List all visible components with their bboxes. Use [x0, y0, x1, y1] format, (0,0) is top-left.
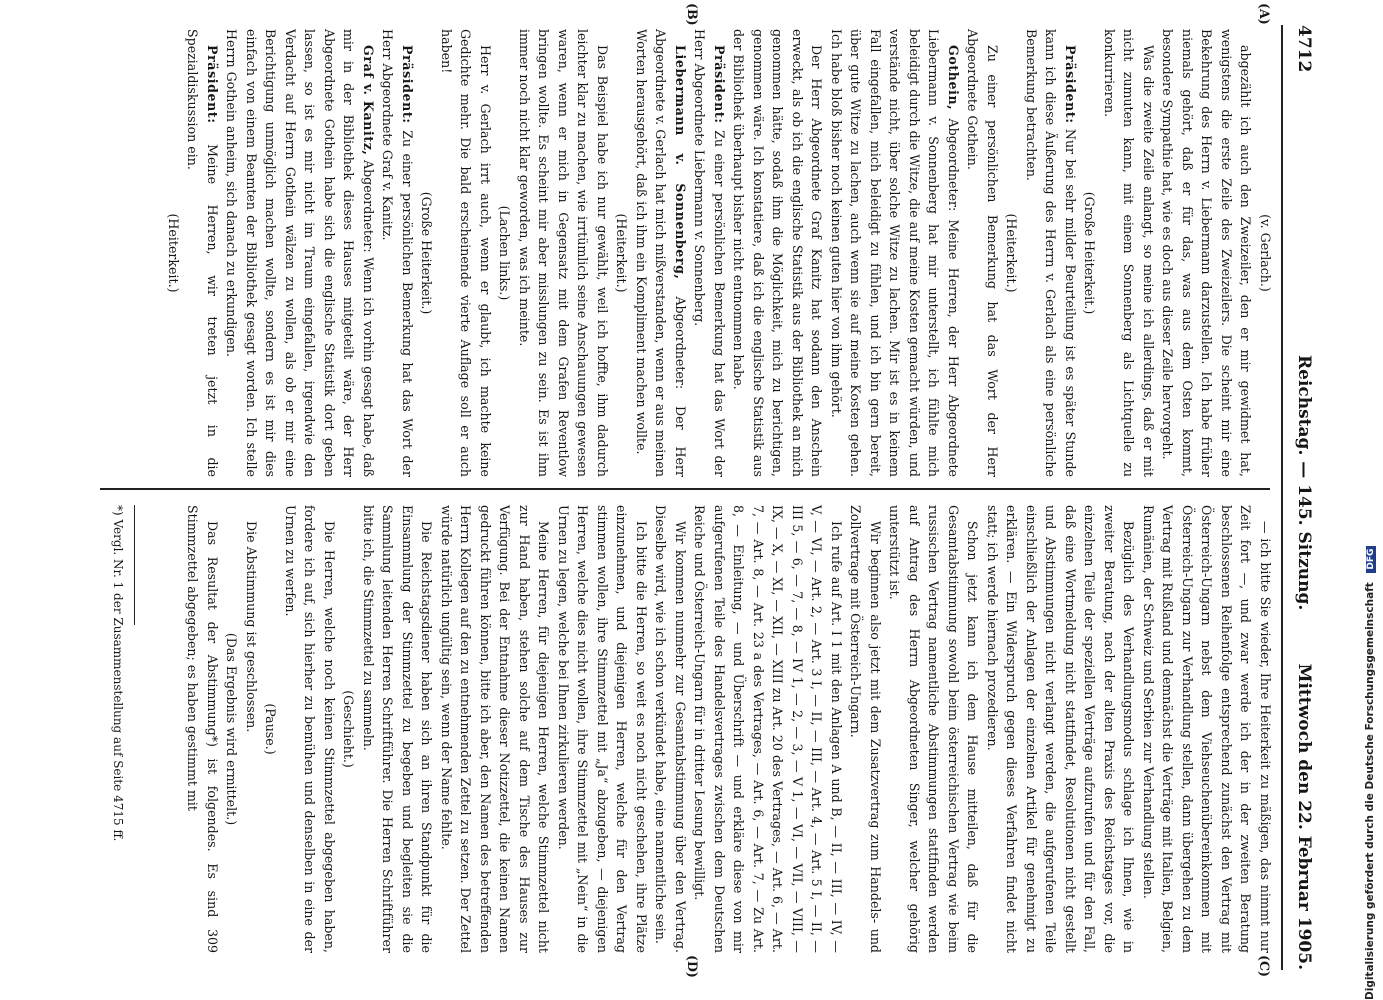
speaker-name: Gothein, — [946, 45, 961, 111]
left-paragraph — [632, 29, 691, 477]
dfg-logo: DFG — [1366, 546, 1376, 573]
spine-text: Digitalisierung gefördert durch die Deutsche Forschungsgemeinschaft — [1364, 582, 1376, 1000]
right-paragraph: Ich rufe auf Art. I 1 mit den Anlagen A und B, — II, — III, — IV, — V, — VI, — Art. 2, — Art. 3 I, — II, — III, — Art. 4, — Art. 5 I, — II, — III 5, — 6, — 7, — 8, — IV 1, — 2, — 3, — V 1, — VI, — VII, — VIII, — IX, — X, — XI, — XII, — XIII zu Art. 20 des Vertrages, — Art. 6, — Art. 7, — Art. 8, — Art. 23 a des Vertrages, — Art. 6, — Art. 7, — Zu Art. 8, — Einleitung, — und Überschrift — und erkläre diese von mir aufgerufenen Teile des Handelsvertrages zwischen dem Deutschen Reiche und Österreich-Ungarn für in dritter Lesung bewilligt. — [692, 505, 844, 953]
stage-direction: (v. Gerlach.) — [1258, 214, 1273, 292]
session-date: Mittwoch den 22. Februar 1905. — [1294, 663, 1314, 970]
right-paragraph: Wir kommen nunmehr zur Gesamtabstimmung über den Vertrag. Dieselbe wird, wie ich schon verkündet habe, eine namentliche sein. — [653, 505, 688, 953]
speaker-name: Graf v. Kanitz, — [361, 45, 376, 156]
left-paragraph: Zu einer persönlichen Bemerkung hat das Wort der Herr Abgeordnete Gothein. — [965, 29, 1000, 477]
left-paragraph — [690, 29, 729, 477]
footnote-rule — [134, 505, 135, 625]
right-paragraph: Die Herren, welche noch keinen Stimmzettel abgegeben haben, fordere ich auf, sich hierher zu bemühen und denselben in eine der Urnen zu werfen. — [283, 505, 337, 953]
page-number: 4712 — [1294, 25, 1314, 73]
header-rule — [1281, 25, 1283, 970]
spine-credit — [1364, 0, 1382, 1000]
speech-text: Meine Herren, wir treten jetzt in die Spezialdiskussion ein. — [185, 29, 220, 477]
column-divider — [100, 488, 1270, 490]
stage-direction: (Große Heiterkeit.) — [1082, 191, 1098, 315]
margin-marker-b: (B) — [685, 3, 700, 26]
stage-direction: (Heiterkeit.) — [614, 213, 630, 293]
stage-direction: (Geschieht.) — [341, 690, 357, 768]
stage-direction: (Große Heiterkeit.) — [419, 191, 435, 315]
document-page — [55, 3, 1320, 978]
left-paragraph — [183, 29, 222, 477]
right-paragraph: Schon jetzt kann ich dem Hause mitteilen, daß für die Gesamtabstimmung sowohl beim österreichischen Vertrag wie beim russischen Vertrag namentliche Abstimmungen stattfinden werden auf Antrag des Herrn Abgeordneten Singer, welcher gehörig unterstützt ist. — [887, 505, 981, 953]
right-paragraph: Das Resultat der Abstimmung*) ist folgendes. Es sind 309 Stimmzettel abgegeben; es haben gestimmt mit — [185, 505, 220, 953]
right-paragraph: Meine Herren, für diejenigen Herren, welche Stimmzettel nicht zur Hand haben, stehen solche auf dem Tische des Hauses zur Verfügung. Bei der Entnahme dieser Notizzettel, die keinen Namen gedruckt führen können, bitte ich aber, den Namen des betreffenden Herrn Kollegen auf den zu entnehmenden Zettel zu setzen. Der Zettel würde natürlich ungültig sein, wenn der Name fehlte. — [439, 505, 552, 953]
left-paragraph — [222, 29, 378, 477]
speaker-name: Präsident: — [1063, 45, 1078, 124]
margin-marker-a: (A) — [1257, 3, 1272, 25]
right-column — [183, 505, 1275, 953]
footnote: *) Vergl. Nr. 1 der Zusammenstellung auf Seite 4715 ff. — [111, 505, 125, 842]
left-paragraph: Der Herr Abgeordnete Graf Kanitz hat sodann den Anschein erweckt, als ob ich die englische Statistik aus der Bibliothek an mich genommen hätte, sodaß ihm die Möglichkeit, mich zu berichtigen, genommen wäre. Ich konstatiere, daß ich die englische Statistik aus der Bibliothek überhaupt bisher nicht entnommen habe. — [731, 29, 825, 477]
speech-text: Abgeordneter: Wenn ich vorhin gesagt habe, daß mir in der Bibliothek dieses Hauses mitgeteilt wäre, der Herr Abgeordnete Gothein habe sich die englische Statistik dort geben lassen, so ist es mir nicht im Traum eingefallen, irgendwie den Verdacht auf Herrn Gothein wälzen zu wollen, als ob er mir eine Berichtigung unmöglich machen wollte, sondern es ist mir dies einfach von einem Beamten der Bibliothek gesagt worden. Ich stelle Herrn Gothein anheim, sich danach zu erkundigen. — [224, 29, 376, 477]
left-paragraph — [827, 29, 964, 477]
speaker-name: Präsident: — [712, 45, 727, 124]
right-paragraph: Wir beginnen also jetzt mit dem Zusatzvertrag zum Handels- und Zollvertrage mit Österreich-Ungarn. — [848, 505, 883, 953]
speech-text: Abgeordneter: Meine Herren, der Herr Abgeordnete Liebermann v. Sonnenberg hat mir unterstellt, ich fühlte mich beleidigt durch die Witze, die auf meine Kosten gemacht würden, und verstände nicht, über solche Witze zu lachen. Mir ist es in keinem Fall eingefallen, mich beleidigt zu fühlen, und ich bin gern bereit, über gute Witze zu lachen, auch wenn sie auf meine Kosten gehen. Ich habe bloß bisher noch keinen guten hier von ihm gehört. — [829, 29, 961, 477]
speaker-name: Liebermann v. Sonnenberg, — [673, 45, 688, 280]
speech-text: Zu einer persönlichen Bemerkung hat das Wort der Herr Abgeordnete Liebermann v. Sonnenberg. — [692, 29, 727, 477]
left-paragraph — [378, 29, 417, 477]
left-column — [164, 29, 1276, 477]
stage-direction: (Das Ergebnis wird ermittelt.) — [224, 632, 240, 826]
right-paragraph: Die Abstimmung ist geschlossen. — [244, 521, 259, 733]
left-paragraph: Herr v. Gerlach irrt auch, wenn er glaubt, ich machte keine Gedichte mehr. Die bald erscheinende vierte Auflage soll er auch haben! — [439, 29, 493, 477]
margin-marker-c: (C) — [1257, 955, 1272, 977]
stage-direction: (Heiterkeit.) — [1004, 213, 1020, 293]
speaker-name: Präsident: — [400, 45, 415, 124]
stage-direction: (Lachen links.) — [497, 205, 513, 301]
margin-marker-d: (D) — [685, 955, 700, 978]
stage-direction: (Heiterkeit.) — [166, 213, 181, 293]
left-paragraph: abgezählt ich auch den Zweizeiler, den er mir gewidmet hat, wenigstens die erste Zeile des Zweizeilers. Die scheint mir eine Bekehrung des Herrn v. Liebermann darzustellen. Ich habe früher niemals gehört, daß er für das, was aus dem Osten kommt, besondere Sympathie hat, wie es doch aus dieser Zeile hervorgeht. — [1160, 29, 1254, 477]
stage-direction: (Pause.) — [263, 703, 279, 755]
page-header — [1284, 25, 1320, 970]
speech-text: Abgeordneter: Der Herr Abgeordnete v. Gerlach hat mich mißverstanden, wenn er aus meinen Worten herausgehört, daß ich ihm ein Kompliment machen wollte. — [634, 29, 688, 477]
left-paragraph: Was die zweite Zeile anlangt, so meine ich allerdings, daß er mit nicht zumuten kann, mit einem Sonnenberg als Lichtquelle zu konkurrieren. — [1102, 29, 1156, 477]
right-paragraph: Ich bitte die Herren, so weit es noch nicht geschehen, ihre Plätze einzunehmen, und diejenigen Herren, welche für den Vertrag stimmen wollen, ihre Stimmzettel mit „Ja“ abzugeben, — diejenigen Herren, welche dies nicht wollen, ihre Stimmzettel mit „Nein“ in die Urnen zu legen, welche bei Ihnen zirkulieren werden. — [556, 505, 649, 953]
speech-text: Zu einer persönlichen Bemerkung hat das Wort der Herr Abgeordnete Graf v. Kanitz. — [380, 29, 415, 477]
right-paragraph: Bezüglich des Verhandlungsmodus schlage ich Ihnen, wie in zweiter Beratung, nach der alten Praxis des Reichstages vor, die einzelnen Teile der speziellen Verträge aufzurufen und für den Fall, daß eine Wortmeldung nicht stattfindet, Resolutionen nicht gestellt und Abstimmungen nicht verlangt werden, die aufgerufenen Teile einschließlich der Anlagen der einzelnen Artikel für genehmigt zu erklären. — Ein Widerspruch gegen dieses Verfahren findet nicht statt; ich werde hiernach prozedieren. — [985, 505, 1137, 953]
left-paragraph: Das Beispiel habe ich nur gewählt, weil ich hoffte, ihm dadurch leichter klar zu machen, wie irrtümlich seine Anschauungen gewesen waren, wenn er mich in Gegensatz mit dem Grafen Reventlow bringen wollte. Es scheint mir aber misslungen zu sein. Es ist ihm immer noch nicht klar geworden, was ich meinte. — [517, 29, 610, 477]
right-paragraph: — ich bitte Sie wieder, Ihre Heiterkeit zu mäßigen, das nimmt nur Zeit fort —, und zwar werde ich der in der zweiten Beratung beschlossenen Reihenfolge entsprechend zunächst den Vertrag mit Österreich-Ungarn nebst dem Viehseuchenübereinkommen mit Österreich-Ungarn zur Verhandlung stellen, dann übergehen zu dem Vertrag mit Rußland und demnächst die Verträge mit Italien, Belgien, Rumänien, der Schweiz und Serbien zur Verhandlung stellen. — [1141, 505, 1273, 953]
speech-text: Nur bei sehr milder Beurteilung ist es später Stunde kann ich diese Äußerung des Herrn v. Gerlach als eine persönliche Bemerkung betrachten. — [1024, 29, 1078, 477]
speaker-name: Präsident: — [205, 45, 220, 124]
right-paragraph: Die Reichstagsdiener haben sich an ihren Standpunkt für die Einsammlung der Stimmzettel zu begeben und begleiten sie die Sammlung leitenden Herren Schriftführer. Die Herren Schriftführer bitte ich, die Stimmzettel zu sammeln. — [361, 505, 435, 953]
left-paragraph — [1022, 29, 1081, 477]
page-title: Reichstag. — 145. Sitzung. — [1294, 355, 1314, 611]
